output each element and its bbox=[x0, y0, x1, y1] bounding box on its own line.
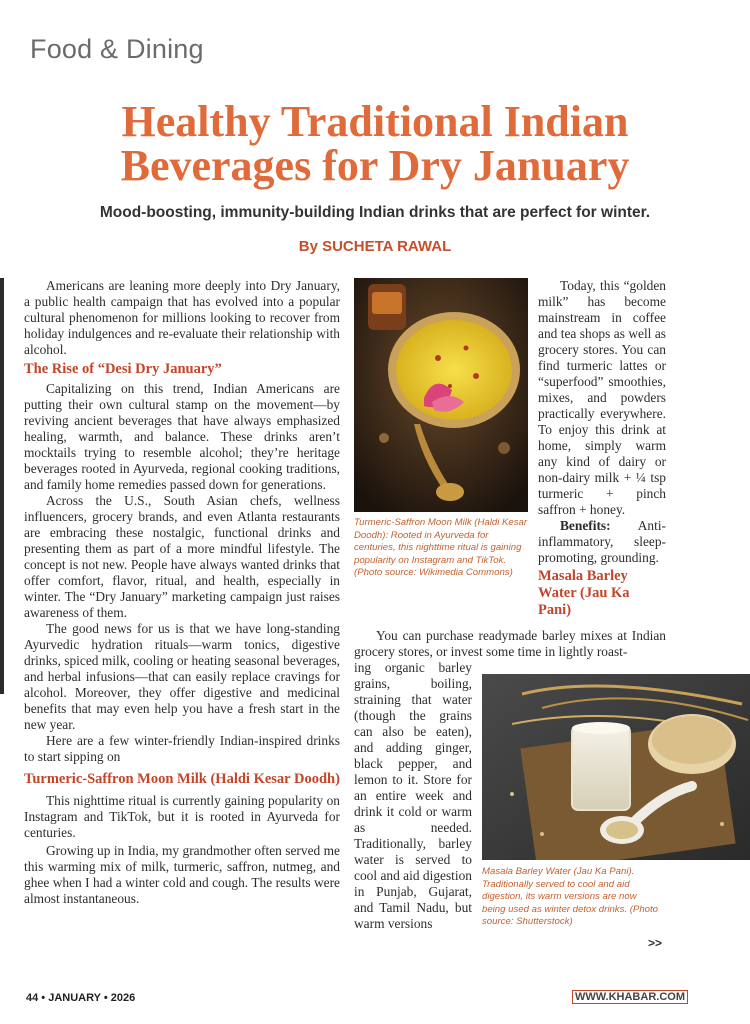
benefits-text: Anti-inflammatory, sleep-promoting, grounding. bbox=[538, 518, 666, 565]
golden-milk-photo bbox=[354, 278, 528, 512]
headline-line-2: Beverages for Dry January bbox=[120, 141, 630, 190]
rise-paragraph-1: Capitalizing on this trend, Indian Americans are putting their own cultural stamp on the movement—by reviving ancient beverages that have always emphasized healing, warmth, and balance. These drinks aren’t mocktails trying to resemble alcohol; they’re heritage beverages rooted in Ayurveda, regional cooking traditions, and family home remedies passed down for generations. bbox=[24, 381, 340, 492]
article-subheadline: Mood-boosting, immunity-building Indian drinks that are perfect for winter. bbox=[99, 204, 651, 221]
barley-water-photo bbox=[482, 674, 750, 860]
heading-turmeric-saffron-moon-milk: Turmeric-Saffron Moon Milk (Haldi Kesar Doodh) bbox=[24, 771, 340, 787]
benefits-label: Benefits: bbox=[560, 518, 611, 533]
turmeric-paragraph-2: Growing up in India, my grandmother often served me this warming mix of milk, turmeric, saffron, nutmeg, and ghee when I had a winter cold and cough. The results were almost instantaneous. bbox=[24, 843, 340, 906]
benefits-line bbox=[538, 518, 666, 566]
article-byline: By SUCHETA RAWAL bbox=[298, 238, 452, 255]
barley-water-caption: Masala Barley Water (Jau Ka Pani). Traditionally served to cool and aid digestion, its warm versions are now being used as winter detox drinks. (Photo source: Shutterstock) bbox=[482, 866, 658, 928]
heading-masala-barley-water: Masala Barley Water (Jau Ka Pani) bbox=[538, 568, 630, 618]
rise-paragraph-2: Across the U.S., South Asian chefs, wellness influencers, grocery brands, and even Atlanta restaurants are embracing these nostalgic, functional drinks and presenting them as part of a more mindful lifestyle. The concept is not new. People have always wanted drinks that offer comfort, flavor, ritual, and health, especially in winter. The “Dry January” marketing campaign just raises awareness of them. bbox=[24, 493, 340, 620]
barley-intro-paragraph: You can purchase readymade barley mixes at Indian grocery stores, or invest some time in lightly roast- bbox=[354, 628, 666, 659]
golden-milk-paragraph: Today, this “golden milk” has become mainstream in coffee and tea shops as well as grocery stores. You can find turmeric lattes or “superfood” smoothies, mixes, and powders practically everywhere. To enjoy this drink at home, simply warm any kind of dairy or non-dairy milk + ¼ tsp turmeric + pinch saffron + honey. bbox=[538, 278, 666, 517]
barley-column bbox=[354, 660, 472, 932]
turmeric-paragraph-1: This nighttime ritual is currently gaining popularity on Instagram and TikTok, but it is rooted in Ayurveda for centuries. bbox=[24, 793, 340, 840]
page-edge-marker bbox=[0, 278, 4, 694]
footer-page-info: 44 • JANUARY • 2026 bbox=[26, 992, 136, 1004]
column-3 bbox=[538, 278, 666, 619]
article-headline bbox=[40, 97, 710, 190]
continued-marker: >> bbox=[648, 936, 663, 950]
barley-continued-paragraph: ing organic barley grains, boiling, straining that water (though the grains can also be eaten), and adding ginger, black pepper, and lemon to it. Store for an entire week and drink it cold or warm as needed. Traditionally, barley water is served to cool and aid digestion in Punjab, Gujarat, and Tamil Nadu, but warm versions bbox=[354, 660, 472, 931]
footer-website-link[interactable]: WWW.KHABAR.COM bbox=[572, 990, 688, 1004]
column-1 bbox=[24, 278, 340, 907]
heading-rise-desi-dry-january: The Rise of “Desi Dry January” bbox=[24, 361, 222, 377]
section-title: Food & Dining bbox=[30, 34, 204, 64]
rise-paragraph-3: The good news for us is that we have long-standing Ayurvedic hydration rituals—warm tonics, digestive drinks, spiced milk, cooling or heating seasonal beverages, and herbal infusions—that can easily replace cravings for alcohol. Moreover, they offer digestive and medicinal benefits that may even help you have a fresh start in the new year. bbox=[24, 621, 340, 732]
golden-milk-caption: Turmeric-Saffron Moon Milk (Haldi Kesar Doodh): Rooted in Ayurveda for centuries, this nighttime ritual is gaining popularity on Instagram and TikTok. (Photo source: Wikimedia Commons) bbox=[354, 517, 528, 579]
headline-line-1: Healthy Traditional Indian bbox=[121, 97, 629, 146]
intro-paragraph: Americans are leaning more deeply into Dry January, a public health campaign that has evolved into a popular cultural phenomenon for millions looking to recover from holiday indulgences and re-evaluate their relationship with alcohol. bbox=[24, 278, 340, 357]
rise-paragraph-4: Here are a few winter-friendly Indian-inspired drinks to start sipping on bbox=[24, 733, 340, 764]
barley-intro bbox=[354, 628, 666, 660]
